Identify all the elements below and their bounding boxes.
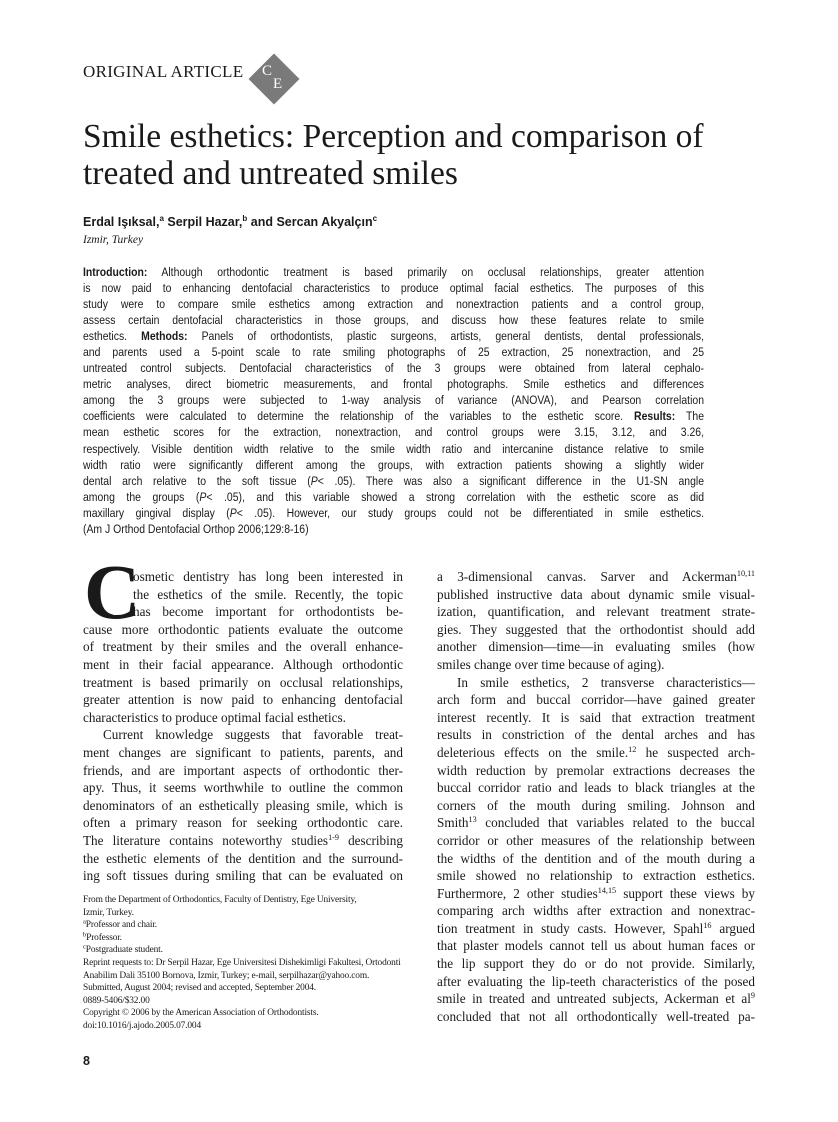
body-line: Current knowledge suggests that favorable treat- (103, 727, 403, 743)
title-line: treated and untreated smiles (83, 155, 458, 192)
body-line: ing soft tissues during smiling that can be evaluated on (83, 868, 403, 884)
body-line: the widths of the dentition and of the mouth during a (437, 850, 755, 866)
citation-superscript: 16 (703, 920, 712, 930)
footnote-line: Reprint requests to: Dr Serpil Hazar, Ege Universitesi Dishekimligi Fakultesi, Ortodonti (83, 957, 401, 968)
body-line: Furthermore, 2 other studies$^{14,15}$ support these views by (437, 885, 755, 901)
body-line: buccal corridor ratio and leads to black triangles at the (437, 780, 755, 796)
author-mark: b (242, 214, 248, 223)
body-line: concluded that not all orthodontically well-treated pa- (437, 1008, 755, 1024)
abstract-line: coefficients were calculated to determine the relationship of the variables to the esthetic score. Results: The (83, 409, 705, 424)
body-line: deleterious effects on the smile.$^{12}$ he suspected arch- (437, 744, 755, 760)
abstract-line: and parents used a 5-point scale to rate smiling photographs of 25 extraction, 25 nonextraction, and 25 (83, 345, 704, 360)
italic-text: P (199, 489, 207, 504)
body-line: interest recently. It is said that extraction treatment (437, 709, 755, 725)
body-column-right (437, 568, 755, 1025)
citation-superscript: b (83, 931, 87, 939)
abstract-line: esthetics. Methods: Panels of orthodontists, plastic surgeons, artists, general dentists, dental professionals, (83, 329, 704, 344)
author-mark: a (159, 214, 164, 223)
body-line: the esthetics of the smile. Recently, the topic (133, 586, 403, 602)
abstract-line: mean esthetic scores for the extraction, nonextraction, and control groups were 3.15, 3.12, and 3.26, (83, 425, 704, 440)
footnote-line: Anabilim Dali 35100 Bornova, Izmir, Turkey; e-mail, serpilhazar@yahoo.com. (83, 970, 370, 981)
author-mark: c (372, 214, 378, 223)
footnote-line: Copyright © 2006 by the American Association of Orthodontists. (83, 1008, 319, 1019)
section-heading: Results: (634, 409, 676, 424)
body-line: width reduction by premolar extractions decreases the (437, 762, 755, 778)
body-line: smile showed no relationship to extraction esthetics. (437, 868, 755, 884)
citation-superscript: 14,15 (597, 885, 617, 895)
body-line: often a primary reason for seeking orthodontic care. (83, 815, 403, 831)
footnotes (83, 894, 413, 1033)
abstract-line: among the 3 groups were subjected to 1-way analysis of variance (ANOVA), and Pearson correlation (83, 393, 704, 408)
body-line: the lip support they do or do not provide. Similarly, (437, 956, 755, 972)
abstract-line: is now paid to enhancing dentofacial characteristics to produce optimal facial esthetics. The purposes of this (83, 281, 704, 296)
footnote-line: 0889-5406/$32.00 (83, 995, 150, 1006)
body-line: results in constriction of the dental arches and has (437, 727, 755, 743)
body-line: arch form and buccal corridor—have gained greater (437, 692, 755, 708)
author-name: Erdal Işıksal, (83, 215, 160, 230)
abstract-line: among the groups (P< .05), and this variable showed a strong correlation with the esthetic score as did (83, 489, 705, 504)
abstract-line: respectively. Visible dentition width relative to the smile width ratio and intercanine distance relative to smile (83, 441, 704, 456)
body-line: published instructive data about dynamic smile visual- (437, 586, 755, 602)
author-name: and Sercan Akyalçın (247, 215, 373, 230)
section-label: ORIGINAL ARTICLE (83, 62, 244, 81)
body-line: treatment is based primarily on occlusal relationships, (83, 674, 403, 690)
body-line: a 3-dimensional canvas. Sarver and Ackerman$^{10,11}$ (437, 569, 755, 584)
logo-letter-e: E (273, 76, 283, 92)
footnote-line: doi:10.1016/j.ajodo.2005.07.004 (83, 1020, 202, 1031)
citation-superscript: c (83, 944, 86, 952)
ce-logo (256, 61, 292, 97)
footnote-line: $^b$Professor. (83, 931, 122, 943)
citation-superscript: 12 (628, 745, 637, 755)
body-line: corridor or other measures of the relationship between (437, 832, 755, 848)
body-line: of treatment by their smiles and the overall enhance- (83, 639, 403, 655)
citation-superscript: a (83, 918, 86, 926)
body-line: ization, quantification, and relevant treatment strate- (437, 604, 755, 620)
citation-superscript: 13 (468, 815, 477, 825)
body-line: ment changes are significant to patients, parents, and (83, 744, 403, 760)
body-line: denominators of an esthetically pleasing smile, which is (83, 797, 403, 813)
body-line: another dimension—time—in evaluating smiles (how (437, 639, 755, 655)
abstract-line: (Am J Orthod Dentofacial Orthop 2006;129:8-16) (83, 521, 309, 536)
body-line: apy. Thus, it seems worthwhile to outline the common (83, 780, 403, 796)
body-line: The literature contains noteworthy studies$^{1-9}$ describing (83, 832, 403, 848)
abstract-line: Introduction: Although orthodontic treatment is based primarily on occlusal relationships, greater attention (83, 265, 704, 279)
body-line: ment in their facial appearance. Although orthodontic (83, 656, 403, 672)
abstract-line: assess certain dentofacial characteristics in those groups, and discuss how these features relate to smile (83, 313, 704, 328)
footnote-line: Izmir, Turkey. (83, 907, 134, 918)
drop-cap: C (84, 548, 141, 635)
body-line: smile in treated and untreated subjects, Ackerman et $al^9$ (437, 991, 755, 1007)
italic-text: P (229, 505, 237, 520)
body-line: corners of the mouth during smiling. Johnson and (437, 797, 755, 813)
abstract-line: untreated control subjects. Dentofacial characteristics of the 3 groups were obtained from lateral cephalo- (83, 361, 704, 376)
article-title (83, 118, 783, 192)
body-line: that plaster models cannot tell us about human faces or (437, 938, 755, 954)
author-name: Serpil Hazar, (163, 215, 243, 230)
section-heading: Introduction: (83, 265, 148, 279)
body-line: cause more orthodontic patients evaluate the outcome (83, 621, 403, 637)
body-line: comparing arch widths after extraction and nonextrac- (437, 903, 755, 919)
abstract-line: study were to compare smile esthetics among extraction and nonextraction patients and a control group, (83, 297, 704, 312)
footnote-line: Submitted, August 2004; revised and accepted, September 2004. (83, 983, 316, 994)
author-location: Izmir, Turkey (83, 234, 144, 246)
abstract-line: dental arch relative to the soft tissue (P< .05). There was also a significant difference in the U1-SN angle (83, 473, 704, 488)
body-line: osmetic dentistry has long been interested in (133, 569, 403, 584)
citation-superscript: 1-9 (328, 833, 339, 842)
abstract-line: width ratio were significantly different among the groups, with extraction patients showing a slightly wider (83, 457, 704, 472)
italic-text: P (310, 473, 318, 488)
body-line: gies. They suggested that the orthodontist should add (437, 621, 755, 637)
footnote-line: $^a$Professor and chair. (83, 918, 157, 931)
body-line: friends, and are important aspects of orthodontic ther- (83, 762, 403, 778)
citation-superscript: 9 (750, 991, 755, 1001)
body-line: In smile esthetics, 2 transverse characteristics— (457, 674, 755, 690)
title-line: Smile esthetics: Perception and comparison of (83, 118, 704, 155)
body-line: tion treatment in study casts. However, Spahl$^{16}$ argued (437, 920, 755, 936)
body-line: after evaluating the lip-teeth characteristics of the posed (437, 973, 755, 989)
body-line: greater attention is now paid to enhancing dentofacial (83, 692, 403, 708)
body-line: Smith$^{13}$ concluded that variables related to the buccal (437, 815, 755, 831)
body-line: the esthetic elements of the dentition and the surround- (83, 850, 403, 866)
page-number: 8 (83, 1054, 90, 1068)
author-list (83, 214, 377, 229)
body-line: smiles change over time because of aging). (437, 656, 665, 672)
citation-superscript: 10,11 (736, 569, 755, 579)
footnote-line: $^c$Postgraduate student. (83, 944, 163, 956)
body-column-left (83, 568, 403, 885)
logo-letter-c: C (262, 63, 273, 79)
section-heading: Methods: (141, 329, 188, 344)
body-line: characteristics to produce optimal facial esthetics. (83, 709, 346, 725)
abstract-line: maxillary gingival display (P< .05). However, our study groups could not be differentiated in smile esthetics. (83, 505, 704, 520)
footnote-line: From the Department of Orthodontics, Faculty of Dentistry, Ege University, (83, 895, 357, 905)
abstract-line: metric analyses, direct biometric measurements, and frontal photographs. Smile esthetics and differences (83, 377, 704, 392)
abstract (83, 264, 704, 537)
body-line: has become important for orthodontists be- (133, 604, 403, 620)
